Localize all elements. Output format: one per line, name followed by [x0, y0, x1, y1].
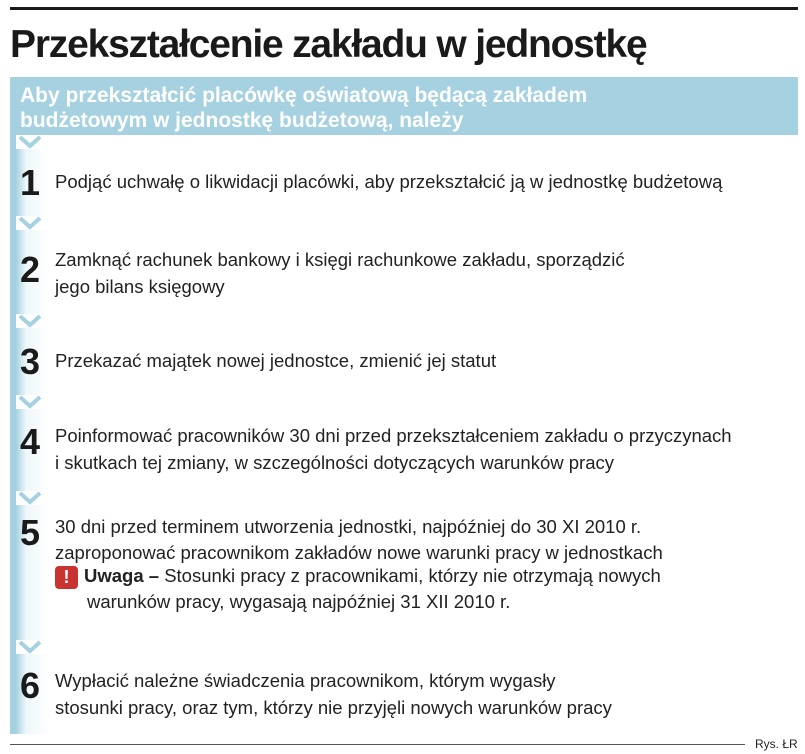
page-title: Przekształcenie zakładu w jednostkę: [10, 23, 647, 66]
step-3: [10, 328, 798, 395]
intro-line-1: Aby przekształcić placówkę oświatową będącą zakładem: [20, 84, 588, 107]
step-text-line: stosunki pracy, oraz tym, którzy nie przyjęli nowych warunków pracy: [55, 697, 612, 718]
step-number: 6: [20, 665, 41, 706]
chevron-down-icon: [10, 314, 50, 328]
chevron-down-icon: [10, 640, 50, 654]
chevron-down-icon: [10, 395, 50, 409]
step-text-line: zaproponować pracownikom zakładów nowe warunki pracy w jednostkach: [55, 542, 663, 563]
step-number: 4: [20, 421, 41, 462]
chevron-connector: [10, 395, 798, 409]
step-number: 3: [20, 341, 41, 382]
step-number: 1: [20, 162, 41, 203]
step-6: [10, 654, 798, 734]
step-text-line: Poinformować pracowników 30 dni przed przekształceniem zakładu o przyczynach: [55, 425, 732, 446]
step-4: [10, 409, 798, 491]
step-text-line: jego bilans księgowy: [55, 276, 225, 297]
image-credit: Rys. ŁR: [755, 737, 798, 751]
step-text-line: Podjąć uchwałę o likwidacji placówki, aby przekształcić ją w jednostkę budżetową: [55, 171, 723, 192]
warning-text-line: Stosunki pracy z pracownikami, którzy nie otrzymają nowych: [164, 565, 661, 586]
chevron-connector: [10, 135, 798, 149]
chevron-connector: [10, 491, 798, 505]
step-text-line: Przekazać majątek nowej jednostce, zmienić jej statut: [55, 350, 497, 371]
step-text-line: i skutkach tej zmiany, w szczególności dotyczących warunków pracy: [55, 452, 614, 473]
step-text-line: Zamknąć rachunek bankowy i księgi rachunkowe zakładu, sporządzić: [55, 249, 625, 270]
chevron-down-icon: [10, 216, 50, 230]
step-text-line: 30 dni przed terminem utworzenia jednostki, najpóźniej do 30 XI 2010 r.: [55, 516, 642, 537]
intro-header: [10, 77, 798, 135]
exclamation-icon: !: [55, 566, 78, 589]
chevron-connector: [10, 640, 798, 654]
warning-label: Uwaga –: [84, 565, 160, 586]
step-2: [10, 230, 798, 314]
chevron-down-icon: [10, 135, 50, 149]
chevron-down-icon: [10, 491, 50, 505]
chevron-connector: [10, 314, 798, 328]
step-1: [10, 149, 798, 216]
step-number: 5: [20, 512, 41, 553]
bottom-rule: [10, 744, 745, 745]
step-text-line: Wypłacić należne świadczenia pracownikom, którym wygasły: [55, 670, 556, 691]
chevron-connector: [10, 216, 798, 230]
step-number: 2: [20, 249, 41, 290]
warning-note: [55, 563, 661, 614]
step-5: [10, 505, 798, 640]
top-rule: [10, 7, 798, 10]
intro-line-2: budżetowym w jednostkę budżetową, należy: [20, 109, 464, 132]
warning-text-line: warunków pracy, wygasają najpóźniej 31 XII 2010 r.: [87, 590, 511, 612]
